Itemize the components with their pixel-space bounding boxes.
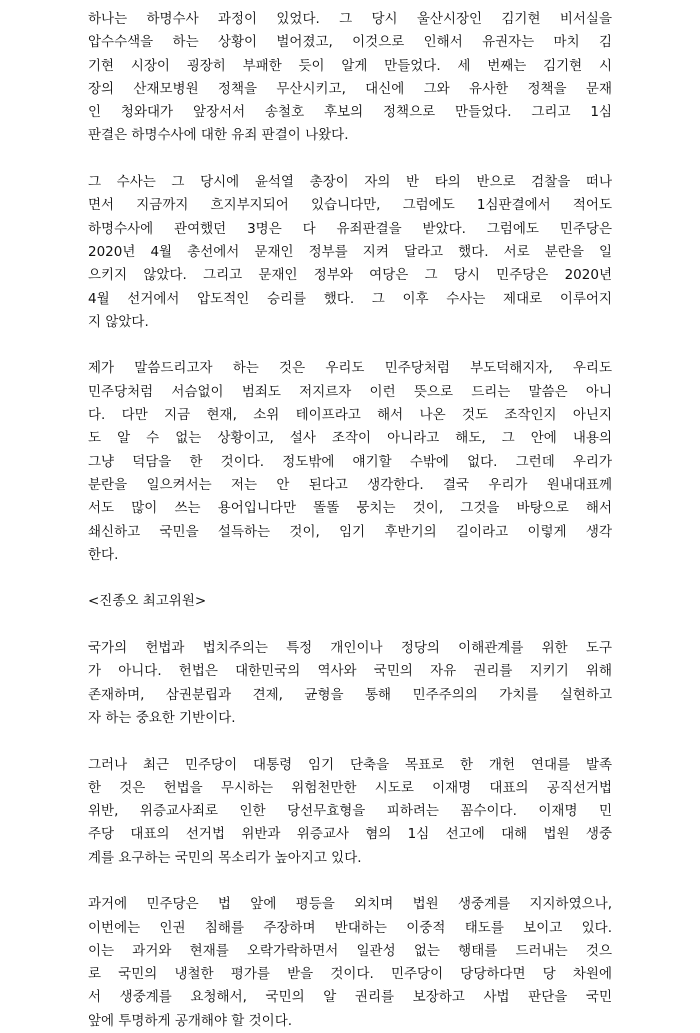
text-line: 과거에 민주당은 법 앞에 평등을 외치며 법원 생중계를 지지하였으나, [88, 896, 612, 913]
text-line: 지 않았다. [88, 313, 149, 330]
paragraph-5 [88, 754, 612, 870]
text-line: 하명수사에 관여했던 3명은 다 유죄판결을 받았다. 그럼에도 민주당은 [88, 220, 612, 237]
text-line: 그 수사는 그 당시에 윤석열 총장이 자의 반 타의 반으로 검찰을 떠나 [88, 174, 612, 191]
text-line: 이는 과거와 현재를 오락가락하면서 일관성 없는 행태를 드러내는 것으 [88, 942, 612, 959]
text-line: 앞에 투명하게 공개해야 할 것이다. [88, 1012, 293, 1029]
text-line: 국가의 헌법과 법치주의는 특정 개인이나 정당의 이해관계를 위한 도구 [88, 640, 612, 657]
text-line: 으키지 않았다. 그리고 문재인 정부와 여당은 그 당시 민주당은 2020년 [88, 267, 612, 284]
text-line: 이번에는 인권 침해를 주장하며 반대하는 이중적 태도를 보이고 있다. [88, 919, 612, 936]
text-line: 장의 산재모병원 정책을 무산시키고, 대신에 그와 유사한 정책을 문재 [88, 80, 612, 97]
text-line: 존재하며, 삼권분립과 견제, 균형을 통해 민주주의의 가치를 실현하고 [88, 686, 612, 703]
text-line: 위반, 위증교사죄로 인한 당선무효형을 피하려는 꼼수이다. 이재명 민 [88, 803, 612, 820]
paragraph-2 [88, 171, 612, 334]
text-line: 주당 대표의 선거법 위반과 위증교사 혐의 1심 선고에 대해 법원 생중 [88, 826, 612, 843]
text-line: 4월 선거에서 압도적인 승리를 했다. 그 이후 수사는 제대로 이루어지 [88, 290, 612, 307]
paragraph-gap [88, 567, 612, 590]
text-line: 도 알 수 없는 상황이고, 설사 조작이 아니라고 해도, 그 안에 내용의 [88, 430, 612, 447]
text-line: 로 국민의 냉철한 평가를 받을 것이다. 민주당이 당당하다면 당 차원에 [88, 966, 612, 983]
paragraph-3 [88, 357, 612, 567]
text-line: 가 아니다. 헌법은 대한민국의 역사와 국민의 자유 권리를 지키기 위해 [88, 663, 612, 680]
text-line: 서 생중계를 요청해서, 국민의 알 권리를 보장하고 사법 판단을 국민 [88, 989, 612, 1006]
paragraph-4 [88, 637, 612, 730]
text-line: 한 것은 헌법을 무시하는 위험천만한 시도로 이재명 대표의 공직선거법 [88, 779, 612, 796]
paragraph-gap [88, 148, 612, 171]
text-line: 인 청와대가 앞장서서 송철호 후보의 정책으로 만들었다. 그리고 1심 [88, 104, 612, 121]
text-line: 판결은 하명수사에 대한 유죄 판결이 나왔다. [88, 127, 349, 144]
paragraph-gap [88, 334, 612, 357]
paragraph-gap [88, 614, 612, 637]
text-line: 2020년 4월 총선에서 문재인 정부를 지켜 달라고 했다. 서로 분란을 일 [88, 243, 612, 260]
paragraph-gap [88, 870, 612, 893]
text-line: 그냥 덕담을 한 것이다. 정도밖에 얘기할 수밖에 없다. 그런데 우리가 [88, 453, 612, 470]
text-line: 압수수색을 하는 상황이 벌어졌고, 이것으로 인해서 유권자는 마치 김 [88, 34, 612, 51]
text-line: 하나는 하명수사 과정이 있었다. 그 당시 울산시장인 김기현 비서실을 [88, 11, 612, 27]
text-line: 서도 많이 쓰는 용어입니다만 똘똘 뭉치는 것이, 그것을 바탕으로 해서 [88, 500, 612, 517]
text-line: 면서 지금까지 흐지부지되어 있습니다만, 그럼에도 1심판결에서 적어도 [88, 197, 612, 214]
text-line: 한다. [88, 546, 119, 563]
document-page [88, 0, 612, 1033]
text-line: 다. 다만 지금 현재, 소위 테이프라고 해서 나온 것도 조작인지 아닌지 [88, 407, 612, 424]
text-line: 자 하는 중요한 기반이다. [88, 709, 236, 726]
text-line: 계를 요구하는 국민의 목소리가 높아지고 있다. [88, 849, 362, 866]
paragraph-gap [88, 730, 612, 753]
speaker-label: <진종오 최고위원> [88, 593, 207, 610]
text-line: 그러나 최근 민주당이 대통령 임기 단축을 목표로 한 개헌 연대를 발족 [88, 756, 612, 773]
text-line: 제가 말씀드리고자 하는 것은 우리도 민주당처럼 부도덕해지자, 우리도 [88, 360, 612, 377]
paragraph-6 [88, 893, 612, 1033]
paragraph-1 [88, 8, 612, 148]
text-line: 쇄신하고 국민을 설득하는 것이, 임기 후반기의 길이라고 이렇게 생각 [88, 523, 612, 540]
text-line: 분란을 일으켜서는 저는 안 된다고 생각한다. 결국 우리가 원내대표께 [88, 476, 612, 493]
text-line: 민주당처럼 서슴없이 범죄도 저지르자 이런 뜻으로 드리는 말씀은 아니 [88, 383, 612, 400]
text-line: 기현 시장이 굉장히 부패한 듯이 알게 만들었다. 세 번째는 김기현 시 [88, 57, 612, 74]
